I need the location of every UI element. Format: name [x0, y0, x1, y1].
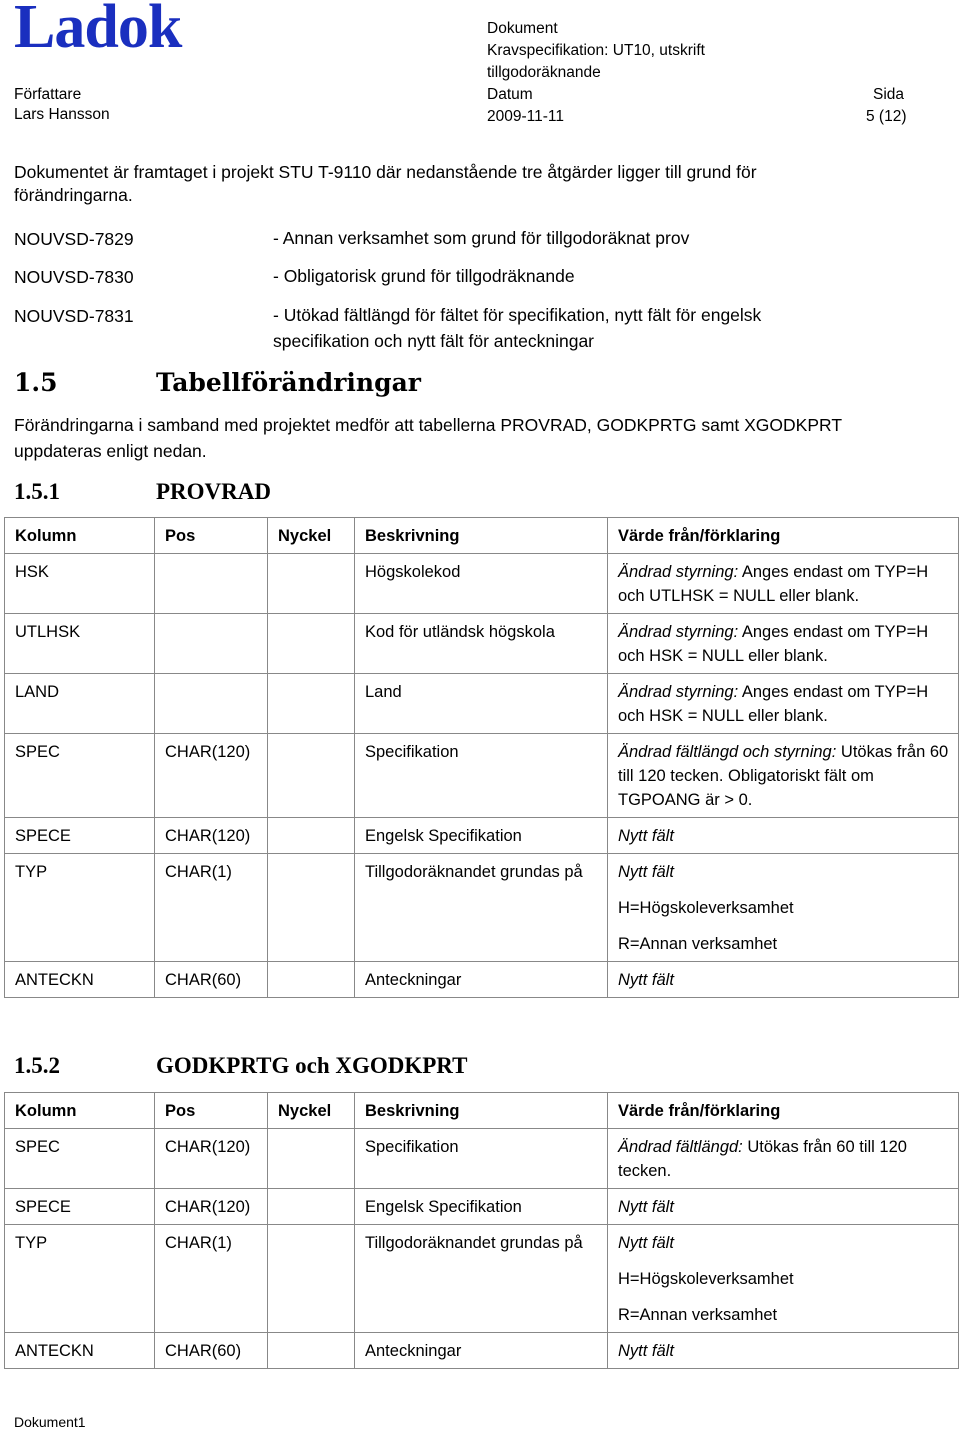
page-number: 5 (12): [866, 108, 907, 125]
cell-nyckel: [268, 554, 355, 614]
cell-nyckel: [268, 1225, 355, 1333]
cell-beskrivning: Land: [355, 674, 608, 734]
col-header-varde: Värde från/förklaring: [608, 1093, 959, 1129]
change-type: Ändrad fältlängd och styrning:: [618, 743, 837, 761]
cell-pos: CHAR(60): [155, 962, 268, 998]
col-header-nyckel: Nyckel: [268, 518, 355, 554]
cell-pos: CHAR(120): [155, 734, 268, 818]
cell-varde: [608, 962, 959, 998]
col-header-varde: Värde från/förklaring: [608, 518, 959, 554]
change-type: Nytt fält: [618, 1234, 674, 1252]
subsection-title: PROVRAD: [156, 479, 271, 504]
cell-varde: [608, 818, 959, 854]
change-type: Nytt fält: [618, 1198, 674, 1216]
author-label: Författare: [14, 86, 82, 103]
change-type: Ändrad styrning:: [618, 623, 739, 641]
cell-nyckel: [268, 1189, 355, 1225]
cell-varde: [608, 1189, 959, 1225]
cell-varde: [608, 674, 959, 734]
col-header-beskrivning: Beskrivning: [355, 518, 608, 554]
issue-description: - Obligatorisk grund för tillgodräknande: [273, 266, 575, 286]
subsection-number: 1.5.1: [14, 479, 60, 504]
issue-id: NOUVSD-7830: [14, 267, 134, 287]
cell-varde: [608, 734, 959, 818]
table-row: [5, 962, 959, 998]
issue-id: NOUVSD-7831: [14, 306, 134, 326]
cell-kolumn: HSK: [5, 554, 155, 614]
table-row: [5, 818, 959, 854]
cell-kolumn: SPECE: [5, 818, 155, 854]
cell-nyckel: [268, 614, 355, 674]
col-header-pos: Pos: [155, 1093, 268, 1129]
cell-pos: [155, 614, 268, 674]
table-header-row: [5, 518, 959, 554]
cell-nyckel: [268, 674, 355, 734]
cell-varde: [608, 854, 959, 962]
cell-beskrivning: Kod för utländsk högskola: [355, 614, 608, 674]
cell-pos: [155, 674, 268, 734]
table-row: [5, 674, 959, 734]
cell-pos: CHAR(60): [155, 1333, 268, 1369]
cell-varde: [608, 1333, 959, 1369]
table-row: [5, 854, 959, 962]
change-type: Ändrad fältlängd:: [618, 1138, 743, 1156]
issue-description: - Utökad fältlängd för fältet för specifikation, nytt fält för engelsk: [273, 305, 762, 325]
ladok-logo: Ladok: [14, 0, 182, 61]
cell-nyckel: [268, 854, 355, 962]
provrad-table: [4, 517, 959, 998]
table-row: [5, 614, 959, 674]
section-number: 1.5: [14, 368, 58, 397]
cell-beskrivning: Anteckningar: [355, 1333, 608, 1369]
cell-nyckel: [268, 1333, 355, 1369]
cell-kolumn: LAND: [5, 674, 155, 734]
value-option: R=Annan verksamhet: [618, 1306, 778, 1324]
issue-id: NOUVSD-7829: [14, 229, 134, 249]
table-header-row: [5, 1093, 959, 1129]
table-row: [5, 1333, 959, 1369]
document-title-line1: Kravspecifikation: UT10, utskrift: [487, 42, 705, 59]
cell-beskrivning: Anteckningar: [355, 962, 608, 998]
document-label: Dokument: [487, 20, 558, 37]
date-value: 2009-11-11: [487, 108, 564, 125]
cell-beskrivning: Engelsk Specifikation: [355, 1189, 608, 1225]
change-type: Nytt fält: [618, 863, 674, 881]
col-header-beskrivning: Beskrivning: [355, 1093, 608, 1129]
cell-kolumn: TYP: [5, 1225, 155, 1333]
cell-beskrivning: Tillgodoräknandet grundas på: [355, 854, 608, 962]
cell-pos: CHAR(120): [155, 1129, 268, 1189]
col-header-kolumn: Kolumn: [5, 1093, 155, 1129]
cell-kolumn: SPECE: [5, 1189, 155, 1225]
cell-nyckel: [268, 962, 355, 998]
cell-beskrivning: Högskolekod: [355, 554, 608, 614]
value-option: H=Högskoleverksamhet: [618, 1270, 794, 1288]
author-name: Lars Hansson: [14, 106, 110, 123]
cell-beskrivning: Specifikation: [355, 734, 608, 818]
table-row: [5, 1225, 959, 1333]
issue-description: - Annan verksamhet som grund för tillgodoräknat prov: [273, 228, 690, 248]
cell-kolumn: UTLHSK: [5, 614, 155, 674]
change-type: Ändrad styrning:: [618, 683, 739, 701]
change-type: Nytt fält: [618, 1342, 674, 1360]
cell-kolumn: ANTECKN: [5, 1333, 155, 1369]
cell-beskrivning: Tillgodoräknandet grundas på: [355, 1225, 608, 1333]
issue-description-cont: specifikation och nytt fält för anteckningar: [273, 331, 595, 351]
table-row: [5, 554, 959, 614]
cell-kolumn: ANTECKN: [5, 962, 155, 998]
cell-nyckel: [268, 734, 355, 818]
table-row: [5, 1189, 959, 1225]
col-header-pos: Pos: [155, 518, 268, 554]
change-detail: Utökas från 60 till 120 tecken.: [618, 1138, 907, 1180]
change-detail: Anges endast om TYP=H och HSK = NULL eller blank.: [618, 623, 929, 665]
cell-kolumn: SPEC: [5, 1129, 155, 1189]
change-detail: Utökas från 60 till 120 tecken. Obligatoriskt fält om TGPOANG är > 0.: [618, 743, 949, 809]
value-option: H=Högskoleverksamhet: [618, 899, 794, 917]
value-option: R=Annan verksamhet: [618, 935, 778, 953]
cell-varde: [608, 554, 959, 614]
cell-kolumn: SPEC: [5, 734, 155, 818]
cell-pos: CHAR(120): [155, 818, 268, 854]
cell-varde: [608, 1129, 959, 1189]
cell-beskrivning: Engelsk Specifikation: [355, 818, 608, 854]
subsection-number: 1.5.2: [14, 1053, 60, 1078]
footer-filename: Dokument1: [14, 1414, 86, 1430]
change-detail: Anges endast om TYP=H och UTLHSK = NULL eller blank.: [618, 563, 929, 605]
table-row: [5, 734, 959, 818]
change-type: Nytt fält: [618, 971, 674, 989]
section-text-line1: Förändringarna i samband med projektet medför att tabellerna PROVRAD, GODKPRTG samt XGODKPRT: [14, 415, 843, 435]
change-type: Ändrad styrning:: [618, 563, 739, 581]
change-type: Nytt fält: [618, 827, 674, 845]
cell-nyckel: [268, 1129, 355, 1189]
godkprtg-table: [4, 1092, 959, 1369]
col-header-kolumn: Kolumn: [5, 518, 155, 554]
cell-varde: [608, 614, 959, 674]
section-title: Tabellförändringar: [156, 368, 421, 397]
page-label: Sida: [873, 86, 905, 103]
cell-pos: CHAR(1): [155, 854, 268, 962]
cell-nyckel: [268, 818, 355, 854]
cell-kolumn: TYP: [5, 854, 155, 962]
change-detail: Anges endast om TYP=H och HSK = NULL eller blank.: [618, 683, 929, 725]
document-title-line2: tillgodoräknande: [487, 64, 601, 81]
cell-beskrivning: Specifikation: [355, 1129, 608, 1189]
intro-line2: förändringarna.: [14, 185, 133, 205]
date-label: Datum: [487, 86, 533, 103]
cell-pos: CHAR(1): [155, 1225, 268, 1333]
intro-line1: Dokumentet är framtaget i projekt STU T-9110 där nedanstående tre åtgärder ligger till grund för: [14, 162, 757, 182]
cell-varde: [608, 1225, 959, 1333]
cell-pos: [155, 554, 268, 614]
section-text-line2: uppdateras enligt nedan.: [14, 441, 207, 461]
subsection-title: GODKPRTG och XGODKPRT: [156, 1053, 468, 1078]
cell-pos: CHAR(120): [155, 1189, 268, 1225]
table-row: [5, 1129, 959, 1189]
col-header-nyckel: Nyckel: [268, 1093, 355, 1129]
